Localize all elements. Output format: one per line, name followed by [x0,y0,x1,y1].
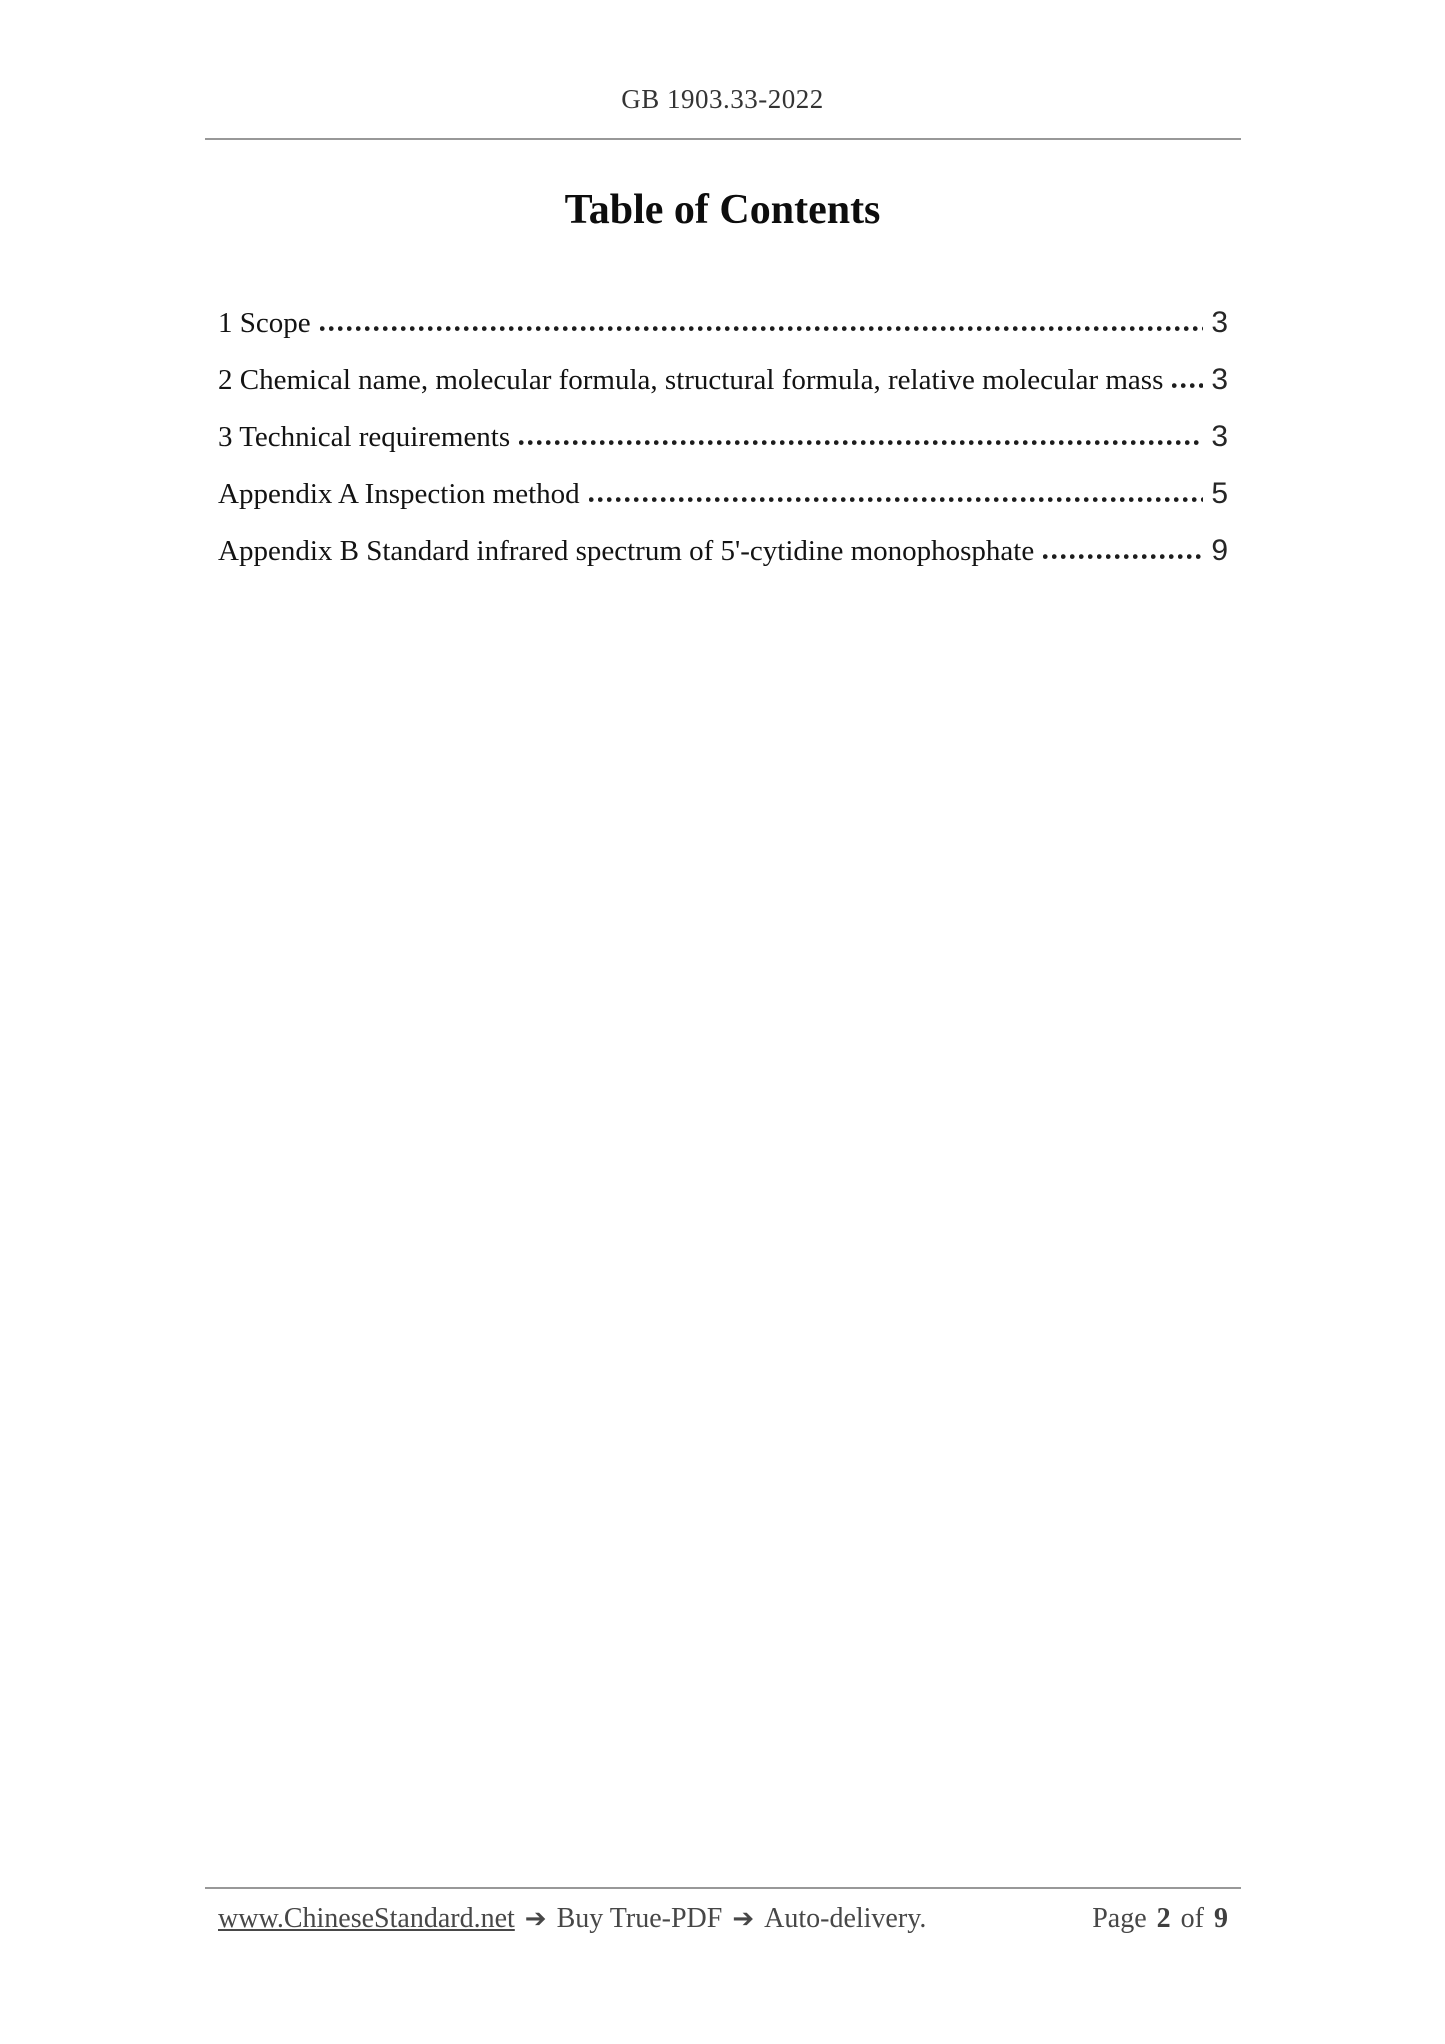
footer-buy-text: Buy True-PDF [556,1903,723,1934]
toc-leader-dots [1172,382,1203,389]
toc-leader-dots [519,439,1203,446]
right-arrow-icon: ➔ [524,1904,547,1934]
footer-promo [218,1903,926,1935]
toc-entry-label: Appendix B Standard infrared spectrum of 5'-cytidine monophosphate [218,535,1035,567]
total-page-count: 9 [1214,1903,1228,1934]
footer-delivery-text: Auto-delivery. [764,1903,927,1934]
page-word: Page [1092,1903,1147,1934]
toc-entry-label: 1 Scope [218,307,311,339]
website-link[interactable]: www.ChineseStandard.net [218,1903,515,1934]
toc-entry-page: 9 [1211,534,1228,567]
toc-entry-page: 5 [1211,477,1228,510]
toc-entry-page: 3 [1211,420,1228,453]
toc-entry-label: Appendix A Inspection method [218,478,580,510]
toc-leader-dots [1043,553,1203,560]
toc-entry[interactable] [218,420,1228,477]
of-word: of [1180,1903,1204,1934]
toc-leader-dots [589,496,1204,503]
toc-entry[interactable] [218,477,1228,534]
toc-entry-label: 3 Technical requirements [218,421,511,453]
page-title: Table of Contents [564,187,881,233]
header-divider [205,138,1241,140]
right-arrow-icon: ➔ [732,1904,755,1934]
toc-entry[interactable] [218,306,1228,363]
toc-entry-page: 3 [1211,363,1228,396]
document-header [0,84,1445,115]
toc-entry[interactable] [218,534,1228,591]
document-footer [218,1903,1228,1935]
footer-divider [205,1887,1241,1889]
toc-entry-page: 3 [1211,306,1228,339]
toc-leader-dots [320,325,1204,332]
toc-entry-label: 2 Chemical name, molecular formula, structural formula, relative molecular mass [218,364,1164,396]
toc-list [218,306,1228,591]
current-page-number: 2 [1156,1903,1171,1934]
page-indicator [1092,1903,1228,1935]
toc-entry[interactable] [218,363,1228,420]
doc-number: GB 1903.33-2022 [621,84,824,114]
